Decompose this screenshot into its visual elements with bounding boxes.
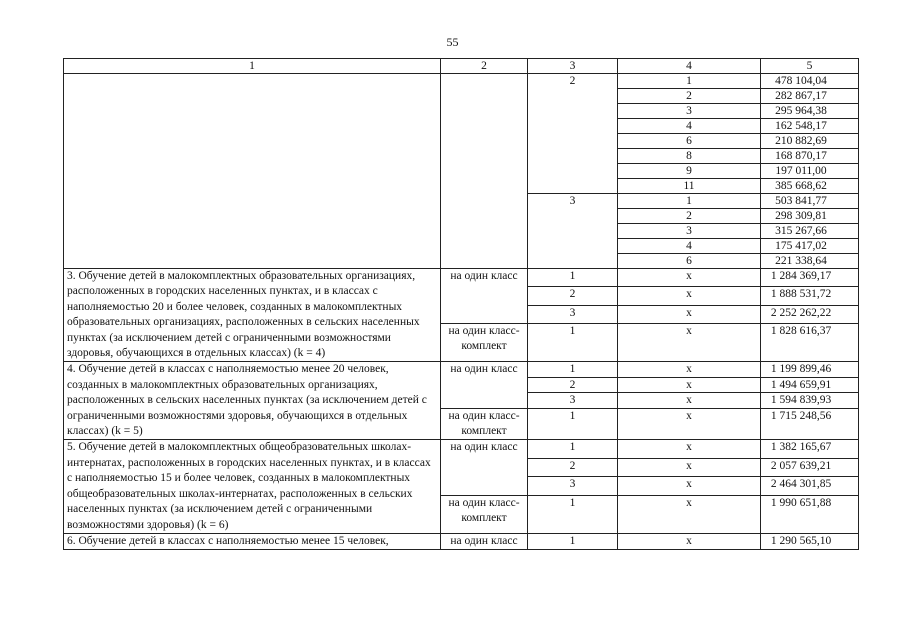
sub-number: 4: [618, 119, 761, 134]
amount-value: 282 867,17: [761, 89, 859, 104]
amount-value: 1 828 616,37: [761, 324, 859, 362]
amount-value: 478 104,04: [761, 74, 859, 89]
group-number: 1: [528, 269, 618, 287]
sub-number: 3: [618, 104, 761, 119]
sub-number: 3: [618, 224, 761, 239]
sub-number: х: [618, 393, 761, 408]
sub-number: х: [618, 533, 761, 549]
amount-value: 1 284 369,17: [761, 269, 859, 287]
amount-value: 1 715 248,56: [761, 408, 859, 440]
empty-description-cell: [64, 74, 441, 269]
empty-unit-cell: [441, 74, 528, 269]
sub-number: х: [618, 287, 761, 305]
sub-number: х: [618, 305, 761, 323]
group-number: 2: [528, 458, 618, 476]
table-row: [64, 533, 859, 549]
group-number: 1: [528, 533, 618, 549]
table-row: [64, 362, 859, 377]
sub-number: 1: [618, 194, 761, 209]
sub-number: х: [618, 408, 761, 440]
amount-value: 162 548,17: [761, 119, 859, 134]
amount-value: 1 990 651,88: [761, 495, 859, 533]
sub-number: х: [618, 458, 761, 476]
group-number: 2: [528, 377, 618, 392]
unit-type: на один класс-комплект: [441, 324, 528, 362]
sub-number: 9: [618, 164, 761, 179]
header-col-5: 5: [761, 59, 859, 74]
group-number: 2: [528, 287, 618, 305]
group-number: 1: [528, 408, 618, 440]
amount-value: 2 057 639,21: [761, 458, 859, 476]
amount-value: 221 338,64: [761, 254, 859, 269]
amount-value: 298 309,81: [761, 209, 859, 224]
sub-number: х: [618, 362, 761, 377]
group-number: 2: [528, 74, 618, 194]
sub-number: х: [618, 269, 761, 287]
group-number: 3: [528, 477, 618, 495]
unit-type: на один класс: [441, 533, 528, 549]
sub-number: х: [618, 495, 761, 533]
group-number: 1: [528, 324, 618, 362]
standards-table: [63, 58, 859, 550]
group-number: 3: [528, 305, 618, 323]
amount-value: 315 267,66: [761, 224, 859, 239]
header-col-2: 2: [441, 59, 528, 74]
amount-value: 2 252 262,22: [761, 305, 859, 323]
amount-value: 295 964,38: [761, 104, 859, 119]
amount-value: 1 382 165,67: [761, 440, 859, 458]
header-col-1: 1: [64, 59, 441, 74]
amount-value: 1 199 899,46: [761, 362, 859, 377]
table-row: [64, 74, 859, 89]
amount-value: 1 290 565,10: [761, 533, 859, 549]
unit-type: на один класс: [441, 269, 528, 324]
group-number: 1: [528, 362, 618, 377]
group-number: 3: [528, 393, 618, 408]
unit-type: на один класс-комплект: [441, 408, 528, 440]
amount-value: 197 011,00: [761, 164, 859, 179]
sub-number: 4: [618, 239, 761, 254]
amount-value: 210 882,69: [761, 134, 859, 149]
amount-value: 1 494 659,91: [761, 377, 859, 392]
section-description: 6. Обучение детей в классах с наполняемостью менее 15 человек,: [64, 533, 441, 549]
amount-value: 503 841,77: [761, 194, 859, 209]
amount-value: 168 870,17: [761, 149, 859, 164]
sub-number: 11: [618, 179, 761, 194]
sub-number: 6: [618, 254, 761, 269]
amount-value: 2 464 301,85: [761, 477, 859, 495]
sub-number: х: [618, 377, 761, 392]
header-col-3: 3: [528, 59, 618, 74]
sub-number: 8: [618, 149, 761, 164]
header-row: [64, 59, 859, 74]
header-col-4: 4: [618, 59, 761, 74]
sub-number: 1: [618, 74, 761, 89]
sub-number: 6: [618, 134, 761, 149]
table-row: [64, 269, 859, 287]
page-number: 55: [446, 35, 459, 49]
amount-value: 385 668,62: [761, 179, 859, 194]
amount-value: 1 594 839,93: [761, 393, 859, 408]
section-description: 5. Обучение детей в малокомплектных общеобразовательных школах-интернатах, расположенных в городских населенных пунктах, и в классах с наполняемостью 15 и более человек, созданных в малокомплектных общеобразовательных школах-интернатах, расположенных в сельских населенных пунктах (за исключением детей с ограниченными возможностями здоровья) (k = 6): [64, 440, 441, 533]
group-number: 1: [528, 495, 618, 533]
unit-type: на один класс-комплект: [441, 495, 528, 533]
sub-number: х: [618, 324, 761, 362]
amount-value: 175 417,02: [761, 239, 859, 254]
amount-value: 1 888 531,72: [761, 287, 859, 305]
unit-type: на один класс: [441, 362, 528, 408]
table-row: [64, 440, 859, 458]
sub-number: х: [618, 477, 761, 495]
sub-number: 2: [618, 209, 761, 224]
sub-number: х: [618, 440, 761, 458]
group-number: 3: [528, 194, 618, 269]
section-description: 3. Обучение детей в малокомплектных образовательных организациях, расположенных в городских населенных пунктах, и в классах с наполняемостью 20 и более человек, созданных в малокомплектных образовательных организациях, расположенных в сельских населенных пунктах (за исключением детей с ограниченными возможностями здоровья, обучающихся в отдельных классах) (k = 4): [64, 269, 441, 362]
group-number: 1: [528, 440, 618, 458]
sub-number: 2: [618, 89, 761, 104]
section-description: 4. Обучение детей в классах с наполняемостью менее 20 человек, созданных в малокомплектных образовательных организациях, расположенных в сельских населенных пунктах (за исключением детей с ограниченными возможностями здоровья, обучающихся в отдельных классах) (k = 5): [64, 362, 441, 440]
unit-type: на один класс: [441, 440, 528, 495]
